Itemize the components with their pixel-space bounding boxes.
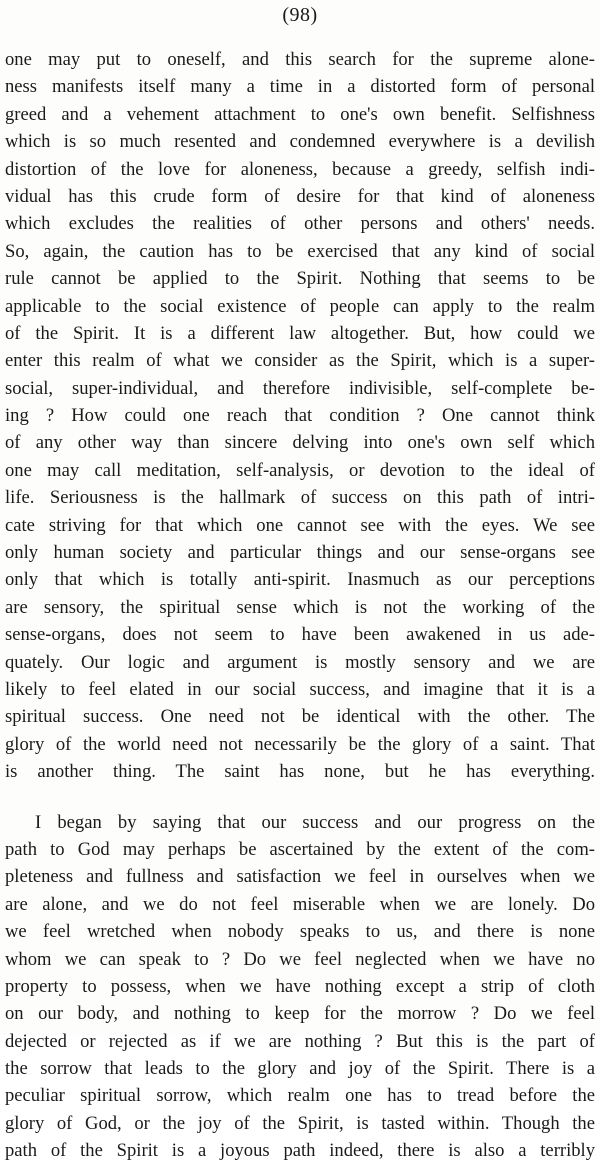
text-line: the sorrow that leads to the glory and joy of the Spirit. There is a [5, 1058, 595, 1080]
text-line: whom we can speak to ? Do we feel neglected when we have no [5, 948, 595, 970]
text-line: of the Spirit. It is a different law altogether. But, how could we [5, 322, 595, 344]
text-line: one may put to oneself, and this search for the supreme alone- [5, 49, 595, 70]
paragraph-2 [5, 809, 595, 1165]
page-number: (98) [282, 4, 318, 26]
text-line: we feel wretched when nobody speaks to us, and there is none [5, 921, 595, 943]
text-line: applicable to the social existence of people can apply to the realm [5, 295, 595, 317]
text-line: path to God may perhaps be ascertained by the extent of the com- [5, 838, 595, 860]
text-line: likely to feel elated in our social success, and imagine that it is a [5, 678, 595, 700]
text-line: enter this realm of what we consider as the Spirit, which is a super- [5, 350, 595, 372]
paragraph-1 [5, 46, 595, 786]
text-line: sense-organs, does not seem to have been awakened in us ade- [5, 624, 595, 646]
text-line: life. Seriousness is the hallmark of success on this path of intri- [5, 487, 595, 509]
text-line: are alone, and we do not feel miserable when we are lonely. Do [5, 893, 595, 915]
text-line: social, super-individual, and therefore indivisible, self-complete be- [5, 377, 595, 399]
text-line: peculiar spiritual sorrow, which realm one has to tread before the [5, 1085, 595, 1107]
text-line: greed and a vehement attachment to one's own benefit. Selfishness [5, 103, 595, 125]
text-line: glory of the world need not necessarily be the glory of a saint. That [5, 733, 595, 755]
text-line: vidual has this crude form of desire for that kind of aloneness [5, 185, 595, 207]
text-line: rule cannot be applied to the Spirit. Nothing that seems to be [5, 268, 595, 290]
text-line: one may call meditation, self-analysis, or devotion to the ideal of [5, 459, 595, 481]
text-line: path of the Spirit is a joyous path indeed, there is also a terribly [5, 1140, 595, 1162]
text-line: only that which is totally anti-spirit. Inasmuch as our perceptions [5, 569, 595, 591]
text-line: I began by saying that our success and our progress on the [35, 811, 595, 833]
text-line: only human society and particular things and our sense-organs see [5, 542, 595, 564]
text-line: ness manifests itself many a time in a distorted form of personal [5, 76, 595, 98]
text-line: spiritual success. One need not be identical with the other. The [5, 706, 595, 728]
text-line: So, again, the caution has to be exercised that any kind of social [5, 240, 595, 262]
text-line: distortion of the love for aloneness, because a greedy, selfish indi- [5, 158, 595, 180]
text-line: of any other way than sincere delving into one's own self which [5, 432, 595, 454]
text-line: ing ? How could one reach that condition ? One cannot think [5, 405, 595, 427]
body-text [5, 46, 595, 1165]
text-line: is another thing. The saint has none, but he has everything. [5, 761, 595, 783]
text-line: pleteness and fullness and satisfaction we feel in ourselves when we [5, 866, 595, 888]
text-line: quately. Our logic and argument is mostly sensory and we are [5, 651, 595, 673]
text-line: on our body, and nothing to keep for the morrow ? Do we feel [5, 1003, 595, 1025]
text-line: property to possess, when we have nothing except a strip of cloth [5, 975, 595, 997]
text-line: cate striving for that which one cannot see with the eyes. We see [5, 514, 595, 536]
text-line: which is so much resented and condemned everywhere is a devilish [5, 131, 595, 153]
text-line: dejected or rejected as if we are nothing ? But this is the part of [5, 1030, 595, 1052]
text-line: are sensory, the spiritual sense which is not the working of the [5, 596, 595, 618]
text-line: glory of God, or the joy of the Spirit, is tasted within. Though the [5, 1112, 595, 1134]
text-line: which excludes the realities of other persons and others' needs. [5, 213, 595, 235]
paragraph-gap [5, 786, 595, 809]
